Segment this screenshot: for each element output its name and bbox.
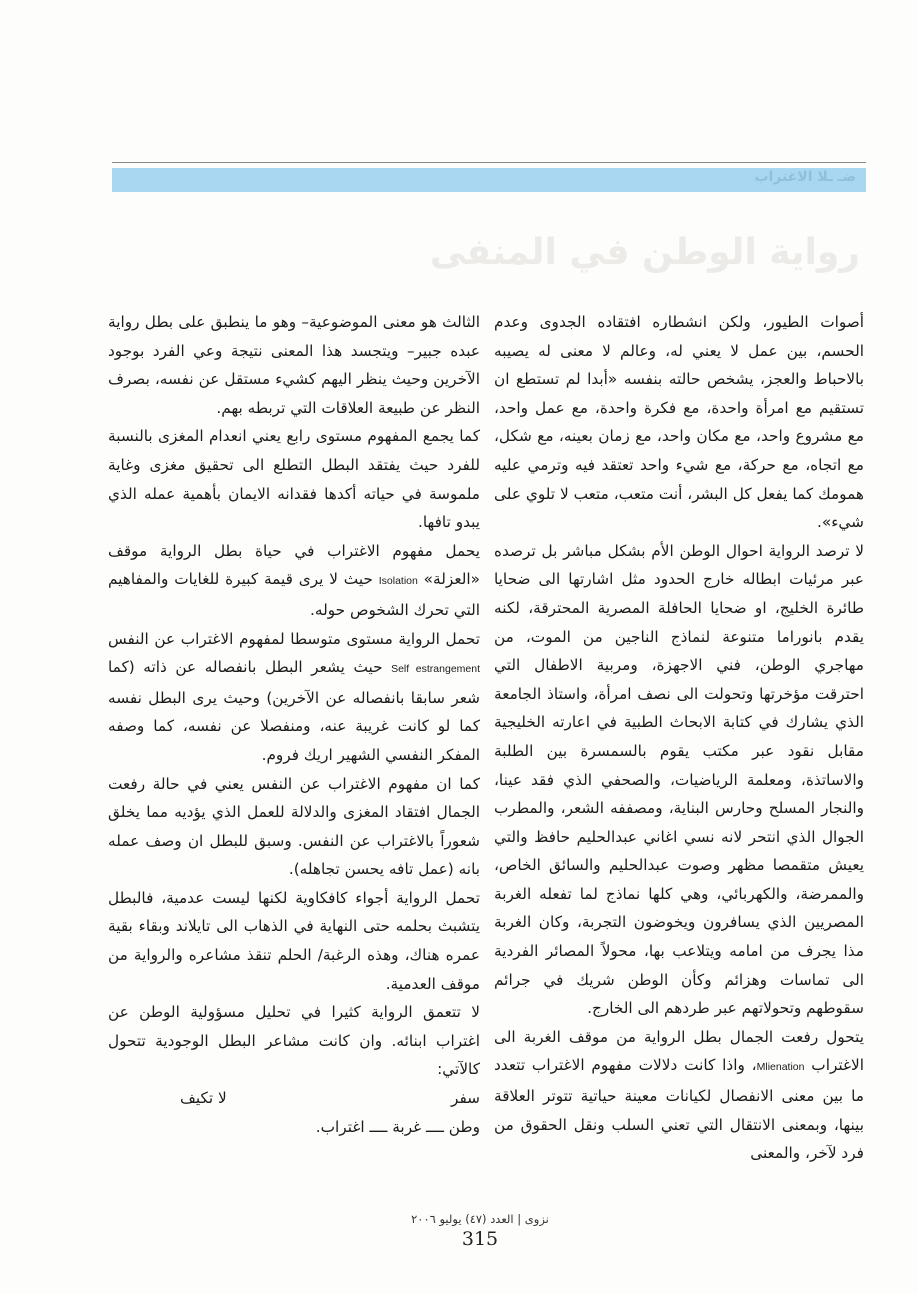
section-header-text: ضـ ـلا الاغتراب xyxy=(754,169,856,185)
left-paragraph-2: كما يجمع المفهوم مستوى رابع يعني انعدام المغزى بالنسبة للفرد حيث يفتقد البطل التطلع الى تحقيق مغزى وغاية ملموسة في حياته أكدها فقدانه الايمان بأهمية عمله الذي يبدو تافها. xyxy=(108,427,480,532)
article-title-ghost: رواية الوطن في المنفى xyxy=(429,232,860,273)
term-self-estrangement: Self estrangement xyxy=(391,663,480,676)
left-paragraph-4-text-a: تحمل الرواية مستوى متوسطا لمفهوم الاغتراب عن النفس xyxy=(108,629,480,648)
right-paragraph-2: لا ترصد الرواية احوال الوطن الأم بشكل مباشر بل ترصده عبر مرئيات ابطاله خارج الحدود مثل اشارتها الى ضحايا طائرة الخليج، او ضحايا الحافلة المصرية المحترقة، لكنه يقدم بانوراما متنوعة لنماذج الناجين من الموت، من مهاجري الوطن، فني الاجهزة، ومربية الاطفال التي احترقت مؤخرتها وتحولت الى نصف امرأة، واستاذ الجامعة الذي يشارك في كتابة الابحاث الطبية في اعارته الخليجية مقابل نقود عبر مكتب يقوم بالسمسرة بين الطلبة والاساتذة، ومعلمة الرياضيات، والصحفي الذي فقد عينا، والنجار المسلح وحارس البناية، ومصففه الشعر، والمطرب الجوال الذي انتحر لانه نسي اغاني عبدالحليم حافظ والتي يعيش متقمصا مظهر وصوت عبدالحليم والسائق الخاص، والممرضة، والكهربائي، وهي كلها نماذج لما تفعله الغربة المصريين الذي يسافرون ويخوضون التجربة، وكان الغربة مذا يجرف من امامه ويتلاعب بها، محولاً المصائر الفردية الى تماسات وهزائم وكأن الوطن شريك في جرائم سقوطهم وتحولاتهم عبر طردهم الى الخارج. xyxy=(494,541,864,1018)
right-paragraph-3 xyxy=(494,1023,864,1168)
scheme-travel: سفر xyxy=(451,1089,480,1108)
right-column xyxy=(494,308,864,1168)
scheme-row-2 xyxy=(180,1113,480,1142)
scheme-no-adaptation: لا تكيف xyxy=(180,1089,227,1108)
left-paragraph-7: لا تتعمق الرواية كثيرا في تحليل مسؤولية الوطن عن اغتراب ابنائه. وان كانت مشاعر البطل الوجودية تتحول كالآتي: xyxy=(108,1003,480,1079)
left-paragraph-3-text-b: حيث لا يرى قيمة كبيرة للغايات والمفاهيم التي تحرك الشخوص حوله. xyxy=(108,570,480,619)
term-isolation: Isolation xyxy=(378,575,418,588)
term-alienation: Mlienation xyxy=(756,1061,805,1074)
right-paragraph-1: أصوات الطيور، ولكن انشطاره افتقاده الجدوى وعدم الحسم، بين عمل لا يعني له، وعالم لا معنى له يصيبه بالاحباط والعجز، يشخص حالته بنفسه «أبدا لم تستطع ان تستقيم مع امرأة واحدة، مع فكرة واحدة، مع عمل واحد، مع مشروع واحد، مع مكان واحد، مع زمان بعينه، مع شكل، مع اتجاه، مع حركة، مع شيء واحد تعتقد فيه وترمي عليه همومك كما يفعل كل البشر، أنت متعب، متعب لا تلوي على شيء». xyxy=(494,313,864,532)
left-paragraph-6: تحمل الرواية أجواء كافكاوية لكنها ليست عدمية، فالبطل يتشبث بحلمه حتى النهاية في الذهاب الى تايلاند وبقاء بقية عمره هناك، وهذه الرغبة/ الحلم تنقذ مشاعره والرواية من موقف العدمية. xyxy=(108,888,480,993)
left-paragraph-5: كما ان مفهوم الاغتراب عن النفس يعني في حالة رفعت الجمال افتقاد المغزى والدلالة للعمل الذي يؤديه مما يخلق شعوراً بالاغتراب عن النفس. وسبق للبطل ان وصف عمله بانه (عمل تافه يحسن تجاهله). xyxy=(108,774,480,879)
right-paragraph-3-text-b: ، واذا كانت دلالات مفهوم الاغتراب تتعدد ما بين معنى الانفصال لكيانات معينة حياتية تتوتر العلاقة بينها، وبمعنى الانتقال التي تعني السلب ونقل الحقوق من فرد لآخر، والمعنى xyxy=(494,1056,864,1163)
page-number: 315 xyxy=(461,1228,499,1250)
left-paragraph-3-text-a: يحمل مفهوم الاغتراب في حياة بطل الرواية موقف «العزلة» xyxy=(108,541,480,589)
left-paragraph-1: الثالث هو معنى الموضوعية– وهو ما ينطبق على بطل رواية عبده جبير– ويتجسد هذا المعنى نتيجة وعي الفرد بوجود الآخرين وحيث ينظر اليهم كشيء مستقل عن نفسه، بصرف النظر عن طبيعة العلاقات التي تربطه بهم. xyxy=(108,313,480,417)
issue-line: نزوى | العدد (٤٧) يوليو ٢٠٠٦ xyxy=(411,1212,549,1226)
left-paragraph-3 xyxy=(108,537,480,625)
section-header-band xyxy=(112,168,866,192)
header-rule xyxy=(112,162,866,163)
scheme-chain: وطن ــــ غربة ــــ اغتراب. xyxy=(315,1117,480,1136)
scheme-row-1 xyxy=(180,1084,480,1113)
left-paragraph-4 xyxy=(108,625,480,770)
left-paragraph-4-text-b: حيث يشعر البطل بانفصاله عن ذاته (كما شعر سابقا بانفصاله عن الآخرين) وحيث يرى البطل نفسه كما لو كانت غريبة عنه، ومنفصلا عن نفسه، كما وصفه المفكر النفسي الشهير اريك فروم. xyxy=(108,658,480,764)
right-paragraph-3-text-a: يتحول رفعت الجمال بطل الرواية من موقف الغربة الى الاغتراب xyxy=(494,1027,864,1075)
alienation-scheme xyxy=(180,1084,480,1141)
left-column xyxy=(108,308,480,1141)
